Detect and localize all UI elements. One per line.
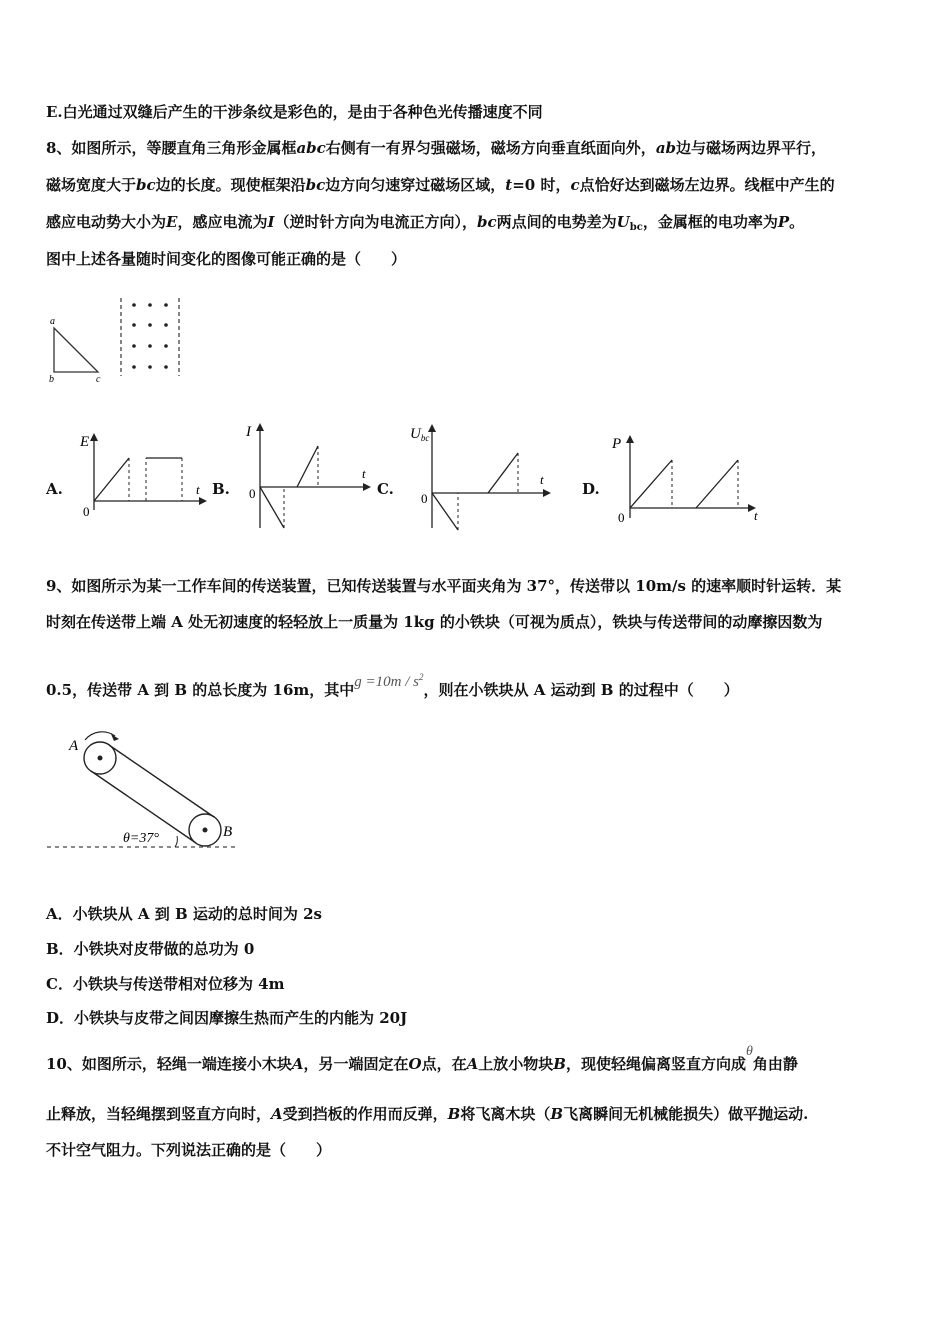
- graph-b-y-label: I: [246, 424, 251, 440]
- option-b-label: B.: [212, 480, 230, 498]
- q10-line-2: 止释放，当轻绳摆到竖直方向时，A受到挡板的作用而反弹，B将飞离木块（B飞离瞬间无机械能损失）做平抛运动.: [46, 1105, 809, 1123]
- graph-a-x-label: t: [196, 482, 200, 497]
- graph-b-i-vs-t: [240, 418, 380, 533]
- field-dots: [132, 303, 168, 369]
- graph-d-y-label: P: [612, 436, 622, 452]
- q10-line-1: 10、如图所示，轻绳一端连接小木块A，另一端固定在O点，在A上放小物块B，现使轻绳偏离竖直方向成θ角由静: [46, 1044, 798, 1073]
- vertex-c-label: c: [96, 374, 101, 385]
- graph-d-p-vs-t: [608, 430, 768, 525]
- graph-a-origin: 0: [83, 504, 90, 519]
- graph-d-origin: 0: [618, 510, 625, 525]
- q10-line-3: 不计空气阻力。下列说法正确的是（ ）: [46, 1141, 332, 1159]
- graph-c-y-label: $U_{bc}$: [410, 426, 430, 443]
- q8-line-3: 感应电动势大小为E，感应电流为I（逆时针方向为电流正方向），bc两点间的电势差为$U_{bc}$，金属框的电功率为P。: [46, 213, 805, 233]
- q9-option-a: A．小铁块从 A 到 B 运动的总时间为 2s: [46, 905, 322, 923]
- q9-option-b: B．小铁块对皮带做的总功为 0: [46, 940, 255, 958]
- q9-option-c: C．小铁块与传送带相对位移为 4m: [46, 975, 285, 993]
- q8-triangle-field-figure: [40, 290, 190, 385]
- point-a-label: A: [69, 738, 79, 754]
- rotation-arrow: [85, 732, 115, 740]
- vertex-b-label: b: [49, 374, 54, 385]
- belt-upper: [109, 745, 214, 817]
- option-c-label: C.: [377, 480, 394, 498]
- gravity-formula: $g =10m / s^2$: [354, 672, 424, 690]
- graph-b-x-label: t: [362, 466, 366, 481]
- q8-line-1: 8、如图所示，等腰直角三角形金属框abc右侧有一有界匀强磁场，磁场方向垂直纸面向外，ab边与磁场两边界平行，: [46, 139, 827, 157]
- conveyor-belt-figure: [45, 728, 245, 853]
- option-e-text: E.白光通过双缝后产生的干涉条纹是彩色的，是由于各种色光传播速度不同: [46, 103, 543, 121]
- graph-c-origin: 0: [421, 491, 428, 506]
- angle-label: θ=37°: [123, 831, 159, 846]
- q9-line-1: 9、如图所示为某一工作车间的传送装置，已知传送装置与水平面夹角为 37°，传送带以 10m/s 的速率顺时针运转．某: [46, 577, 842, 595]
- option-d-label: D.: [582, 480, 600, 498]
- graph-a-y-label: E: [80, 434, 90, 450]
- q9-line-2: 时刻在传送带上端 A 处无初速度的轻轻放上一质量为 1kg 的小铁块（可视为质点），铁块与传送带间的动摩擦因数为: [46, 613, 823, 631]
- theta-symbol: θ: [746, 1044, 753, 1059]
- graph-d-x-label: t: [754, 508, 758, 523]
- graph-b-origin: 0: [249, 486, 256, 501]
- q8-line-2: 磁场宽度大于bc边的长度。现使框架沿bc边方向匀速穿过磁场区域，t=0 时，c点恰好达到磁场左边界。线框中产生的: [46, 176, 835, 194]
- q8-line-4: 图中上述各量随时间变化的图像可能正确的是（ ）: [46, 250, 407, 268]
- point-b-label: B: [223, 824, 233, 840]
- option-a-label: A.: [46, 480, 63, 498]
- graph-c-ubc-vs-t: [408, 418, 558, 533]
- vertex-a-label: a: [50, 316, 55, 327]
- graph-a-e-vs-t: [74, 428, 214, 523]
- graph-c-x-label: t: [540, 472, 544, 487]
- q9-option-d: D．小铁块与皮带之间因摩擦生热而产生的内能为 20J: [46, 1009, 408, 1027]
- q9-line-3: 0.5，传送带 A 到 B 的总长度为 16m，其中$g =10m / s^2$，则在小铁块从 A 运动到 B 的过程中（ ）: [46, 672, 739, 699]
- triangle-frame: [54, 328, 98, 372]
